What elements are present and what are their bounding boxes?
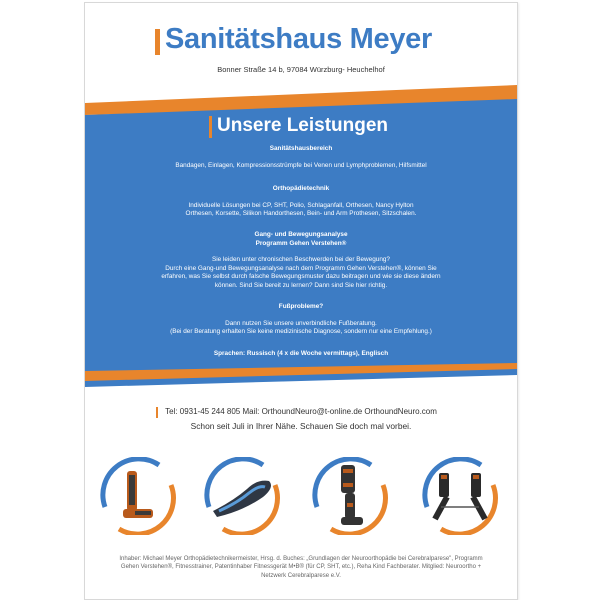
footer-line: Netzwerk Cerebralparese e.V. (261, 572, 341, 579)
section-text: Dann nutzen Sie unsere unverbindliche Fußberatung. (225, 319, 377, 327)
section-text: Individuelle Lösungen bei CP, SHT, Polio, Schlaganfall, Orthesen, Nancy Hylton (188, 201, 414, 209)
insole-image (203, 457, 281, 535)
section-heading: Fußprobleme? (278, 303, 324, 310)
section-text: Orthesen, Korsette, Silikon Handorthesen, Bein- und Arm Prothesen, Sitzschalen. (185, 210, 417, 218)
section-heading: Gang- und Bewegungsanalyse (254, 231, 348, 238)
section-heading-2: Programm Gehen Verstehen® (255, 239, 347, 247)
section-fuss (125, 303, 477, 337)
flyer-page (84, 2, 518, 600)
section-text: Durch eine Gang-und Bewegungsanalyse nach dem Programm Gehen Verstehen®, können Sie (165, 264, 437, 272)
knee-ankle-orthosis-image (311, 457, 389, 535)
section-text: können. Sind Sie bereit zu lernen? Dann sind Sie hier richtig. (214, 281, 388, 289)
services-title: Unsere Leistungen (217, 115, 389, 136)
footer-text (105, 555, 497, 580)
leg-orthosis-image (99, 457, 177, 535)
languages-line: Sprachen: Russisch (4 x die Woche vermittags), Englisch (213, 350, 389, 357)
contact-line: Tel: 0931-45 244 805 Mail: OrthoundNeuro@t-online.de OrthoundNeuro.com (165, 407, 437, 416)
section-sprachen (125, 350, 477, 359)
contact-tagline: Schon seit Juli in Ihrer Nähe. Schauen Sie doch mal vorbei. (190, 421, 412, 431)
section-text: (Bei der Beratung erhalten Sie keine medizinische Diagnose, sondern nur eine Empfehlung.) (170, 328, 432, 336)
footer-line: Gehen Verstehen®, Fitnesstrainer, Patentinhaber Fitnessgerät M•B® (für CP, SHT, etc.), Reha Kind Fachberater. Mitglied: Neuroortho + (120, 564, 482, 571)
section-orthopaedie (125, 185, 477, 219)
services-title-accent (209, 116, 212, 138)
business-title: Sanitätshaus Meyer (165, 23, 432, 55)
section-text: Sie leiden unter chronischen Beschwerden bei der Bewegung? (212, 256, 390, 264)
section-sanitaetshaus (125, 145, 477, 170)
section-text: Bandagen, Einlagen, Kompressionsstrümpfe bei Venen und Lymphproblemen, Hilfsmittel (175, 161, 427, 169)
section-heading: Orthopädietechnik (272, 185, 330, 192)
section-text: erfahren, was Sie selbst durch falsche Bewegungsmuster dazu beitragen und wie sie diese ändern (161, 273, 441, 281)
section-gang (125, 231, 477, 291)
bilateral-leg-orthoses-image (421, 457, 499, 535)
section-heading: Sanitätshausbereich (269, 145, 333, 152)
business-address: Bonner Straße 14 b, 97084 Würzburg- Heuchelhof (217, 65, 385, 74)
footer-line: Inhaber: Michael Meyer Orthopädietechnikermeister, Hrsg. d. Buches: „Grundlagen der Neuroorthopädie bei Cerebralparese", Programm (119, 556, 483, 562)
